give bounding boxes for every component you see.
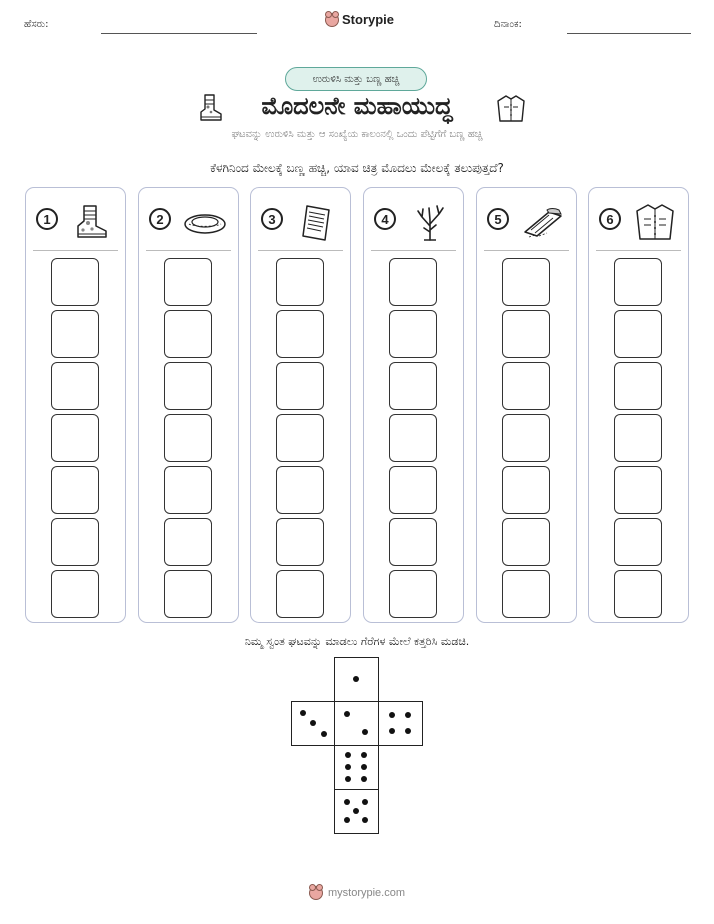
die-face-2 [334, 701, 379, 746]
color-box[interactable] [614, 258, 662, 306]
color-box[interactable] [614, 570, 662, 618]
die-pip [321, 731, 327, 737]
question: ಕೆಳಗಿನಿಂದ ಮೇಲಕ್ಕೆ ಬಣ್ಣ ಹಚ್ಚಿ, ಯಾವ ಚಿತ್ರ ಮೊದಲು ಮೇಲಕ್ಕೆ ತಲುಪುತ್ತದೆ? [210, 161, 504, 175]
color-box[interactable] [502, 258, 550, 306]
column-divider [484, 250, 569, 251]
boot-icon [70, 202, 114, 242]
name-label: ಹೆಸರು: [24, 19, 49, 30]
die-pip [345, 776, 351, 782]
color-box[interactable] [502, 414, 550, 462]
name-line[interactable] [101, 33, 257, 34]
color-box[interactable] [164, 518, 212, 566]
color-box[interactable] [389, 414, 437, 462]
cut-instruction: ನಿಮ್ಮ ಸ್ವಂತ ಘಟವನ್ನು ಮಾಡಲು ಗೆರೆಗಳ ಮೇಲೆ ಕತ್ತರಿಸಿ ಮಡಚಿ. [244, 635, 470, 648]
date-label: ದಿನಾಂಕ: [494, 19, 522, 30]
column-1 [25, 187, 126, 623]
column-2 [138, 187, 239, 623]
color-box[interactable] [276, 466, 324, 514]
color-box[interactable] [389, 570, 437, 618]
column-number: 2 [149, 208, 171, 230]
bare-tree-icon [408, 202, 452, 242]
die-face-4 [378, 701, 423, 746]
die-pip [344, 711, 350, 717]
die-pip [405, 712, 411, 718]
column-number: 5 [487, 208, 509, 230]
footer [309, 886, 405, 900]
column-3 [250, 187, 351, 623]
column-divider [146, 250, 231, 251]
die-face-5 [334, 789, 379, 834]
column-number: 4 [374, 208, 396, 230]
die-pip [389, 712, 395, 718]
column-divider [258, 250, 343, 251]
color-box[interactable] [164, 466, 212, 514]
die-pip [310, 720, 316, 726]
brand-logo [325, 12, 394, 27]
column-5 [476, 187, 577, 623]
page-title: ಮೊದಲನೇ ಮಹಾಯುದ್ಧ [261, 92, 453, 120]
subtitle: ಘಟವನ್ನು ಉರುಳಿಸಿ ಮತ್ತು ಆ ಸಂಖ್ಯೆಯ ಕಾಲಂನಲ್ಲಿ ಒಂದು ಪೆಟ್ಟಿಗೆಗೆ ಬಣ್ಣ ಹಚ್ಚಿ [231, 129, 483, 140]
column-4 [363, 187, 464, 623]
color-box[interactable] [502, 466, 550, 514]
color-box[interactable] [164, 362, 212, 410]
color-box[interactable] [502, 310, 550, 358]
column-divider [371, 250, 456, 251]
color-box[interactable] [164, 570, 212, 618]
die-pip [345, 764, 351, 770]
die-face-6 [334, 745, 379, 790]
color-box[interactable] [389, 466, 437, 514]
color-box[interactable] [51, 310, 99, 358]
color-box[interactable] [276, 414, 324, 462]
color-box[interactable] [164, 310, 212, 358]
die-pip [361, 764, 367, 770]
color-box[interactable] [614, 310, 662, 358]
color-box[interactable] [389, 258, 437, 306]
date-line[interactable] [567, 33, 691, 34]
color-box[interactable] [389, 310, 437, 358]
color-box[interactable] [276, 362, 324, 410]
die-pip [361, 752, 367, 758]
die-pip [389, 728, 395, 734]
column-6 [588, 187, 689, 623]
color-box[interactable] [276, 570, 324, 618]
footer-url[interactable]: mystorypie.com [328, 887, 406, 899]
column-divider [596, 250, 681, 251]
die-pip [353, 808, 359, 814]
column-divider [33, 250, 118, 251]
bear-logo-icon [325, 13, 339, 27]
die-pip [361, 776, 367, 782]
color-box[interactable] [502, 362, 550, 410]
color-box[interactable] [614, 518, 662, 566]
color-box[interactable] [51, 362, 99, 410]
color-box[interactable] [389, 362, 437, 410]
die-pip [353, 676, 359, 682]
die-pip [344, 799, 350, 805]
die-pip [362, 817, 368, 823]
die-pip [362, 729, 368, 735]
die-face-3 [291, 701, 336, 746]
color-box[interactable] [51, 518, 99, 566]
helmet-icon [183, 202, 227, 242]
bear-logo-icon [309, 886, 323, 900]
color-box[interactable] [51, 414, 99, 462]
die-face-1 [334, 657, 379, 702]
color-box[interactable] [276, 258, 324, 306]
brand-name: Storypie [342, 12, 395, 27]
column-number: 1 [36, 208, 58, 230]
color-box[interactable] [614, 466, 662, 514]
color-box[interactable] [51, 466, 99, 514]
color-box[interactable] [614, 362, 662, 410]
uniform-jacket-icon [495, 93, 527, 125]
activity-tag: ಉರುಳಿಸಿ ಮತ್ತು ಬಣ್ಣ ಹಚ್ಚಿ [285, 67, 427, 91]
uniform-jacket-icon [633, 202, 677, 242]
column-number: 6 [599, 208, 621, 230]
die-pip [405, 728, 411, 734]
color-box[interactable] [276, 310, 324, 358]
color-box[interactable] [502, 518, 550, 566]
trench-icon [521, 202, 565, 242]
color-box[interactable] [502, 570, 550, 618]
die-pip [300, 710, 306, 716]
color-box[interactable] [164, 414, 212, 462]
color-box[interactable] [51, 570, 99, 618]
color-box[interactable] [614, 414, 662, 462]
color-box[interactable] [164, 258, 212, 306]
die-pip [362, 799, 368, 805]
die-pip [345, 752, 351, 758]
color-box[interactable] [51, 258, 99, 306]
die-pip [344, 817, 350, 823]
color-box[interactable] [389, 518, 437, 566]
column-number: 3 [261, 208, 283, 230]
color-box[interactable] [276, 518, 324, 566]
letter-icon [295, 202, 339, 242]
